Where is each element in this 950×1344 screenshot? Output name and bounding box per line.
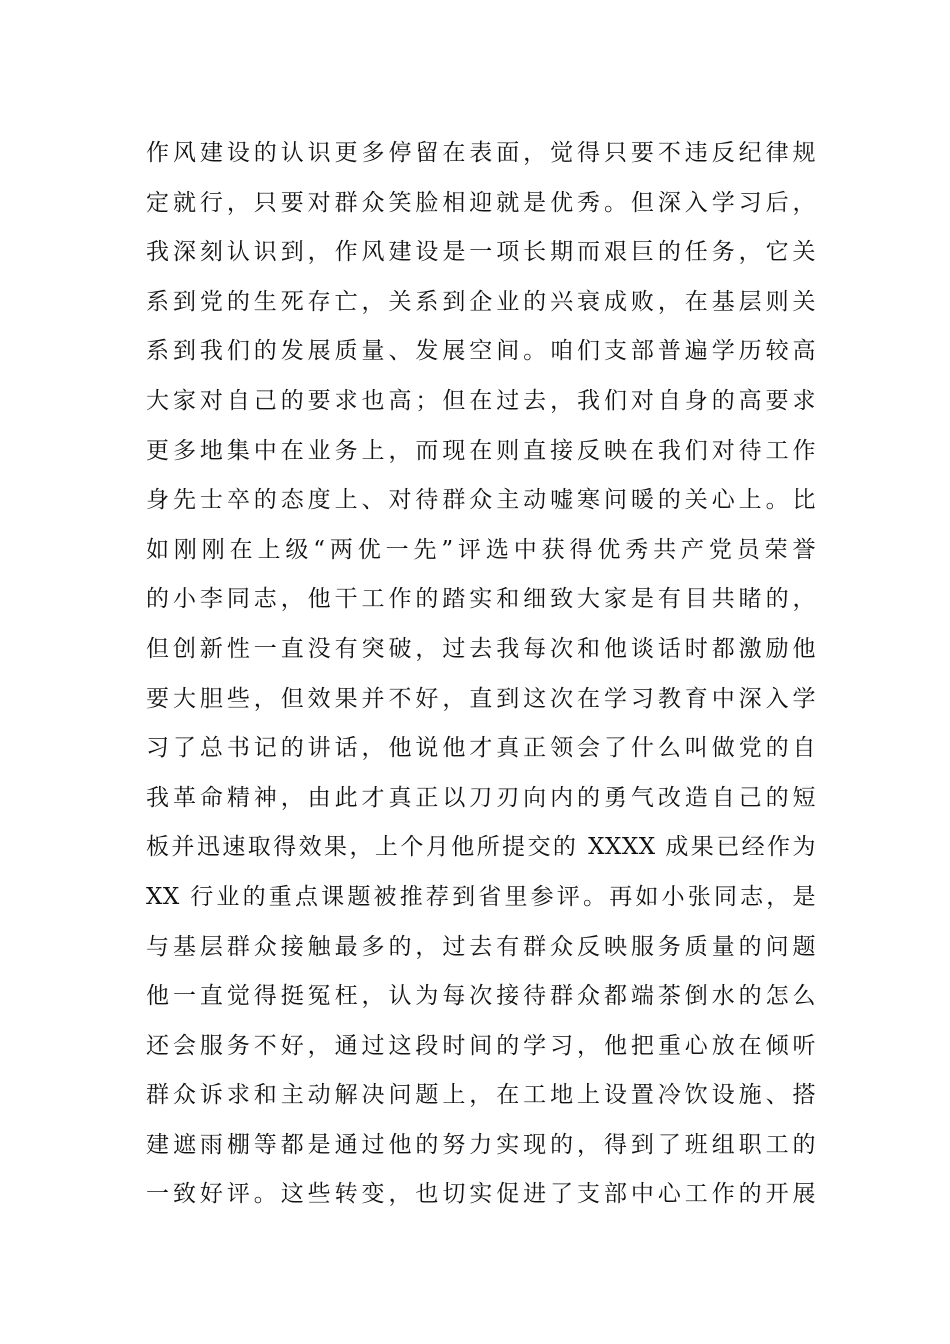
text-line: 群众诉求和主动解决问题上，在工地上设置冷饮设施、搭 — [146, 1082, 816, 1109]
text-line: 更多地集中在业务上，而现在则直接反映在我们对待工作 — [146, 437, 816, 464]
text-line: 身先士卒的态度上、对待群众主动嘘寒问暖的关心上。比 — [146, 487, 816, 514]
text-line: 我革命精神，由此才真正以刀刃向内的勇气改造自己的短 — [146, 784, 816, 811]
text-line: 系到我们的发展质量、发展空间。咱们支部普遍学历较高 — [146, 338, 816, 365]
text-line: 他一直觉得挺冤枉，认为每次接待群众都端茶倒水的怎么 — [146, 983, 816, 1010]
text-line: 习了总书记的讲话，他说他才真正领会了什么叫做党的自 — [146, 735, 816, 762]
text-line: 我深刻认识到，作风建设是一项长期而艰巨的任务，它关 — [146, 239, 816, 266]
text-line: 还会服务不好，通过这段时间的学习，他把重心放在倾听 — [146, 1032, 816, 1059]
text-line: 系到党的生死存亡，关系到企业的兴衰成败，在基层则关 — [146, 288, 816, 315]
text-line: 要大胆些，但效果并不好，直到这次在学习教育中深入学 — [146, 685, 816, 712]
text-line: XX 行业的重点课题被推荐到省里参评。再如小张同志，是 — [146, 883, 816, 910]
text-line: 大家对自己的要求也高；但在过去，我们对自身的高要求 — [146, 387, 816, 414]
text-line: 板并迅速取得效果，上个月他所提交的 XXXX 成果已经作为 — [146, 834, 816, 861]
text-line: 与基层群众接触最多的，过去有群众反映服务质量的问题 — [146, 933, 816, 960]
text-line: 定就行，只要对群众笑脸相迎就是优秀。但深入学习后， — [146, 189, 816, 216]
text-line: 建遮雨棚等都是通过他的努力实现的，得到了班组职工的 — [146, 1131, 816, 1158]
text-line: 作风建设的认识更多停留在表面，觉得只要不违反纪律规 — [146, 140, 816, 166]
text-line: 但创新性一直没有突破，过去我每次和他谈话时都激励他 — [146, 635, 816, 662]
text-line: 如刚刚在上级“两优一先”评选中获得优秀共产党员荣誉 — [146, 536, 816, 563]
text-line: 一致好评。这些转变，也切实促进了支部中心工作的开展 — [146, 1181, 816, 1208]
body-paragraph — [146, 129, 816, 1220]
text-line: 的小李同志，他干工作的踏实和细致大家是有目共睹的， — [146, 586, 816, 613]
